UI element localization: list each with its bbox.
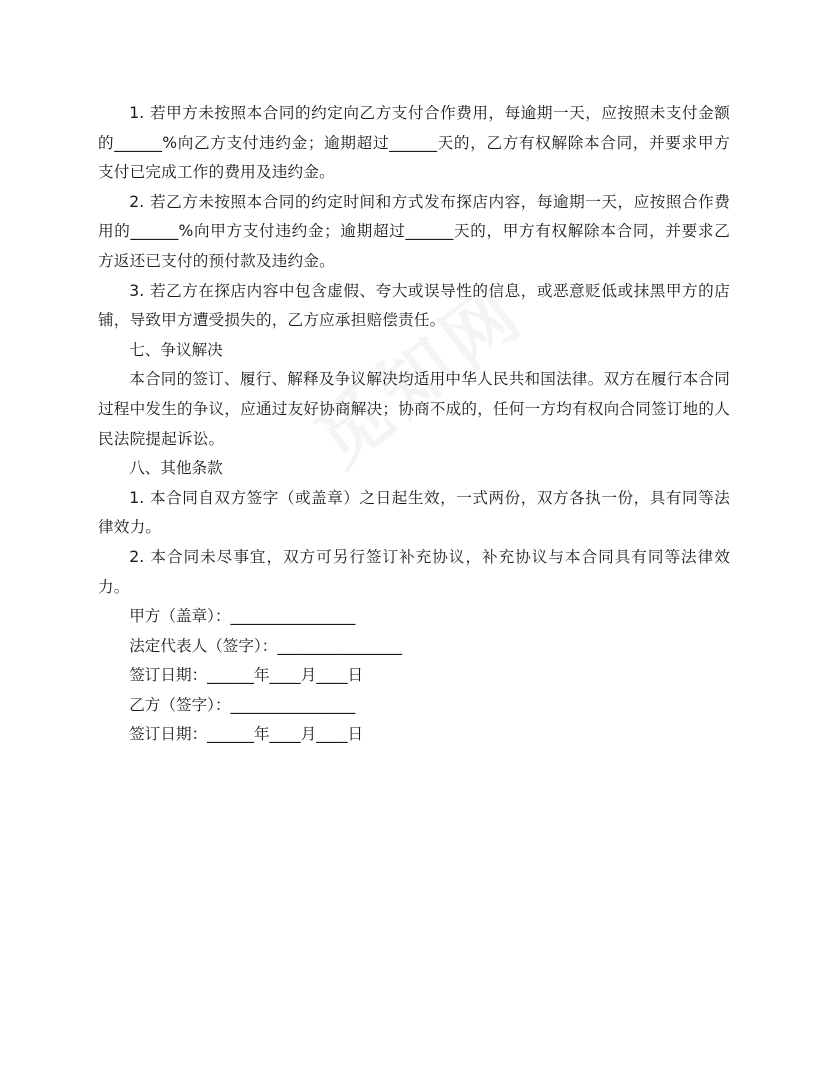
legal-rep-signature-line: 法定代表人（签字）：________________ bbox=[129, 636, 403, 655]
section-heading-dispute: 七、争议解决 bbox=[129, 340, 223, 359]
breach-clause-3: 3. 若乙方在探店内容中包含虚假、夸大或误导性的信息，或恶意贬低或抹黑甲方的店铺，导致甲方遭受损失的，乙方应承担赔偿责任。 bbox=[98, 281, 730, 330]
party-a-seal-line: 甲方（盖章）：________________ bbox=[129, 607, 356, 626]
section-heading-other: 八、其他条款 bbox=[129, 459, 223, 478]
party-b-signature-line: 乙方（签字）：________________ bbox=[129, 695, 356, 714]
dispute-clause: 本合同的签订、履行、解释及争议解决均适用中华人民共和国法律。双方在履行本合同过程中发生的争议，应通过友好协商解决；协商不成的，任何一方均有权向合同签订地的人民法院提起诉讼。 bbox=[98, 370, 730, 448]
party-b-date-line: 签订日期：______年____月____日 bbox=[129, 725, 364, 744]
party-a-date-line: 签订日期：______年____月____日 bbox=[129, 666, 364, 685]
breach-clause-1: 1. 若甲方未按照本合同的约定向乙方支付合作费用，每逾期一天，应按照未支付金额的______%向乙方支付违约金；逾期超过______天的，乙方有权解除本合同，并要求甲方支付已完成工作的费用及违约金。 bbox=[98, 104, 730, 182]
document-body bbox=[98, 99, 730, 750]
other-clause-1: 1. 本合同自双方签字（或盖章）之日起生效，一式两份，双方各执一份，具有同等法律效力。 bbox=[98, 488, 730, 537]
breach-clause-2: 2. 若乙方未按照本合同的约定时间和方式发布探店内容，每逾期一天，应按照合作费用的______%向甲方支付违约金；逾期超过______天的，甲方有权解除本合同，并要求乙方返还已支付的预付款及违约金。 bbox=[98, 192, 730, 270]
other-clause-2: 2. 本合同未尽事宜，双方可另行签订补充协议，补充协议与本合同具有同等法律效力。 bbox=[98, 547, 730, 596]
